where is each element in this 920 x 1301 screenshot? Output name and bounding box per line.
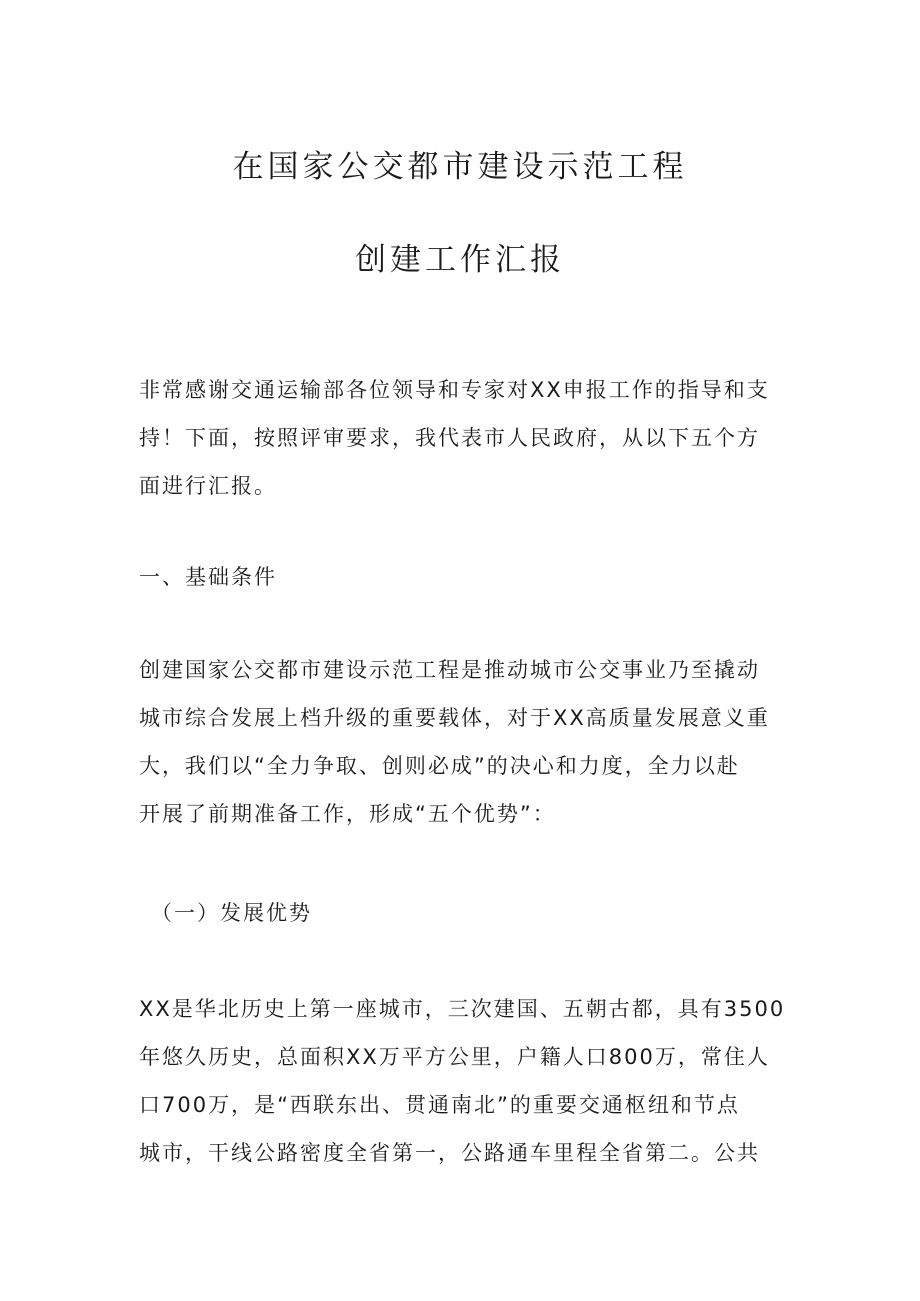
paragraph-line: 面进行汇报。 [139, 474, 277, 498]
heading-text: （一）发展优势 [151, 901, 312, 925]
paragraph-line: 非常感谢交通运输部各位领导和专家对XX申报工作的指导和支 [139, 378, 770, 402]
heading-text: 一、基础条件 [139, 565, 277, 589]
paragraph-line: 大，我们以“全力争取、创则必成”的决心和力度，全力以赴 [139, 754, 740, 778]
paragraph-line: 口700万，是“西联东出、贯通南北”的重要交通枢纽和节点 [139, 1093, 740, 1117]
paragraph-line: 年悠久历史，总面积XX万平方公里，户籍人口800万，常住人 [139, 1045, 770, 1069]
paragraph-line: 城市综合发展上档升级的重要载体，对于XX高质量发展意义重 [139, 706, 770, 730]
subsection-heading-development-advantage [151, 889, 811, 937]
paragraph-line: 持！下面，按照评审要求，我代表市人民政府，从以下五个方 [139, 426, 760, 450]
document-title-line-1: 在国家公交都市建设示范工程 [232, 149, 688, 185]
paragraph-line: 创建国家公交都市建设示范工程是推动城市公交事业乃至撬动 [139, 658, 760, 682]
intro-paragraph [139, 366, 799, 510]
section-heading-basic-conditions [139, 553, 799, 601]
subsection-1-paragraph [139, 985, 799, 1177]
document-title-line-2: 创建工作汇报 [355, 242, 565, 278]
paragraph-line: 城市，干线公路密度全省第一，公路通车里程全省第二。公共 [139, 1141, 760, 1165]
paragraph-line: XX是华北历史上第一座城市，三次建国、五朝古都，具有3500 [139, 997, 786, 1021]
section-1-paragraph [139, 646, 799, 838]
paragraph-line: 开展了前期准备工作，形成“五个优势”： [139, 802, 556, 826]
